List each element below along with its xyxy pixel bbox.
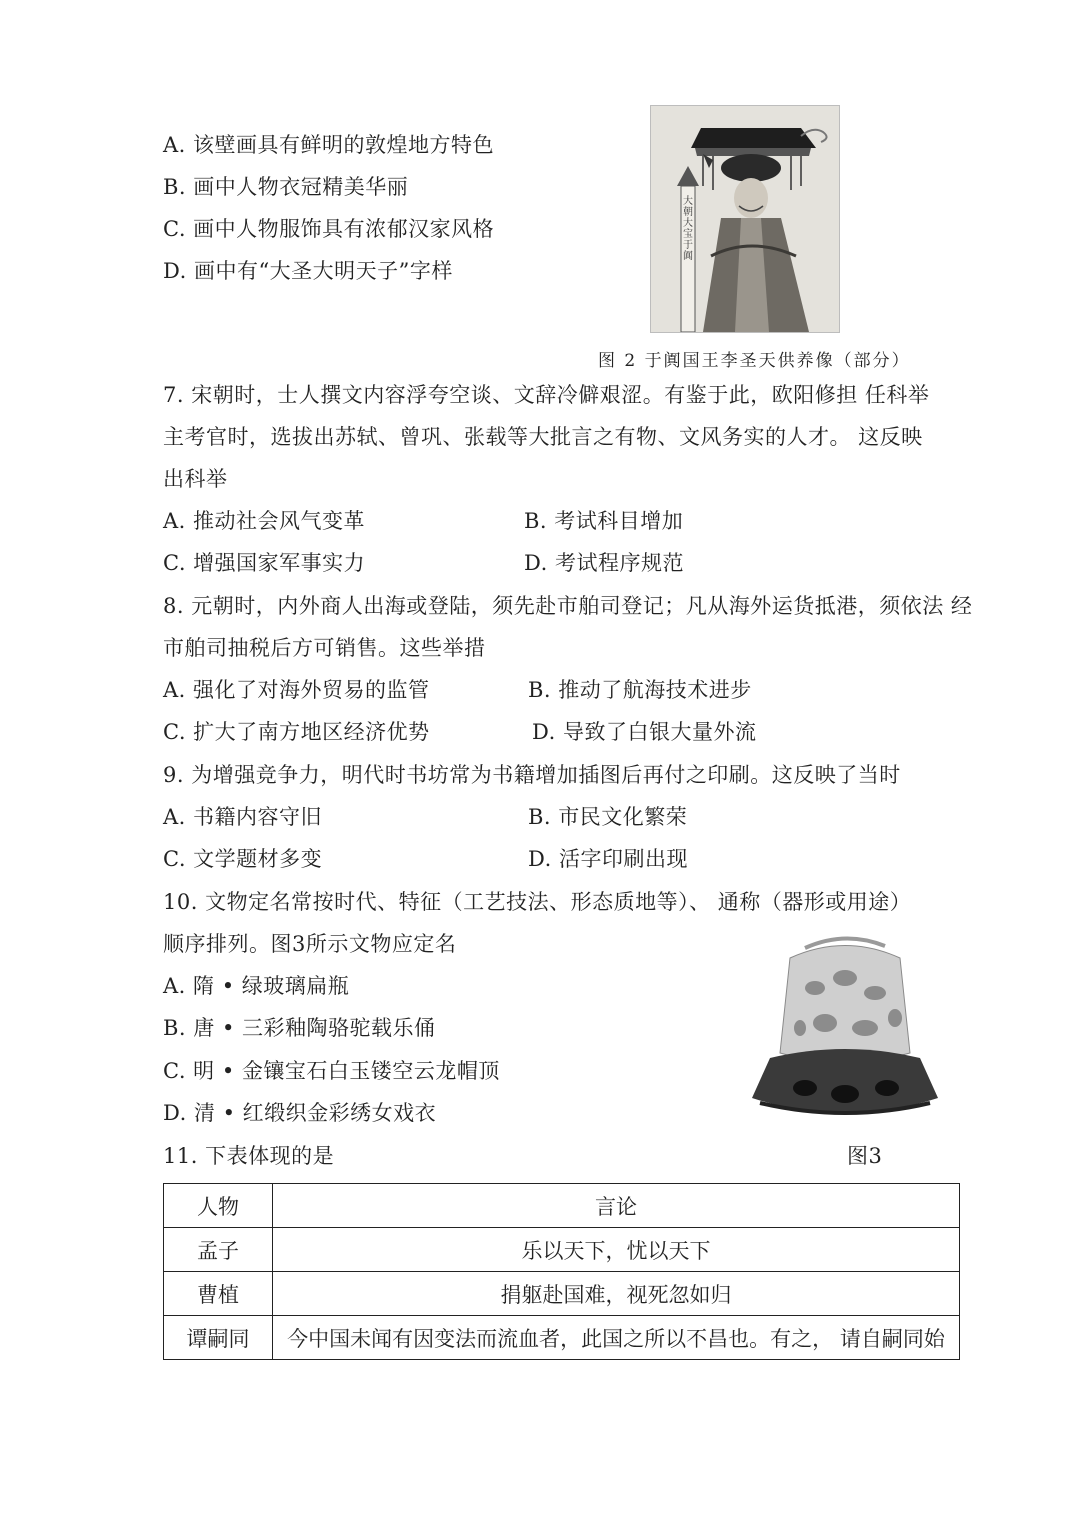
q10-option-b: B. 唐 • 三彩釉陶骆驼载乐俑 (163, 1016, 436, 1040)
q9-option-c: C. 文学题材多变 (163, 847, 323, 871)
figure-2-caption: 图 2 于阗国王李圣天供养像（部分） (598, 351, 911, 371)
quotes-table (163, 1183, 960, 1360)
q8-stem-line-2: 市舶司抽税后方可销售。这些举措 (163, 636, 486, 660)
q7-option-b: B. 考试科目增加 (524, 509, 684, 533)
figure-3-caption: 图3 (847, 1144, 883, 1168)
q10-option-a: A. 隋 • 绿玻璃扁瓶 (163, 974, 350, 998)
q8-option-b: B. 推动了航海技术进步 (528, 678, 752, 702)
table-cell-quote: 乐以天下，忧以天下 (273, 1228, 960, 1272)
table-header-quote: 言论 (273, 1184, 960, 1228)
king-portrait-image (651, 106, 839, 332)
table-cell-person: 曹植 (164, 1272, 273, 1316)
q10-stem-line-1: 10. 文物定名常按时代、特征（工艺技法、形态质地等）、 通称（器形或用途） (163, 890, 912, 914)
q9-stem-line-1: 9. 为增强竞争力，明代时书坊常为书籍增加插图后再付之印刷。这反映了当时 (163, 763, 901, 787)
q10-stem-line-2: 顺序排列。图3所示文物应定名 (163, 932, 457, 956)
table-cell-quote: 今中国未闻有因变法而流血者，此国之所以不昌也。有之， 请自嗣同始 (273, 1316, 960, 1360)
q7-stem-line-3: 出科举 (163, 467, 228, 491)
q8-option-d: D. 导致了白银大量外流 (532, 720, 757, 744)
table-header-person: 人物 (164, 1184, 273, 1228)
figure-3-jade-artifact (745, 928, 945, 1128)
table-cell-person: 谭嗣同 (164, 1316, 273, 1360)
table-row (164, 1316, 960, 1360)
q7-stem-line-2: 主考官时，选拔出苏轼、曾巩、张载等大批言之有物、文风务实的人才。 这反映 (163, 425, 923, 449)
table-row (164, 1228, 960, 1272)
table-cell-person: 孟子 (164, 1228, 273, 1272)
q9-option-b: B. 市民文化繁荣 (528, 805, 688, 829)
table-cell-quote: 捐躯赴国难，视死忽如归 (273, 1272, 960, 1316)
q6-option-b: B. 画中人物衣冠精美华丽 (163, 175, 409, 199)
q7-option-d: D. 考试程序规范 (524, 551, 684, 575)
q10-option-c: C. 明 • 金镶宝石白玉镂空云龙帽顶 (163, 1059, 500, 1083)
q6-option-d: D. 画中有“大圣大明天子”字样 (163, 259, 453, 283)
banner-inscription: 大朝大宝于阗 (683, 196, 693, 262)
q6-option-c: C. 画中人物服饰具有浓郁汉家风格 (163, 217, 495, 241)
table-row (164, 1272, 960, 1316)
q8-option-a: A. 强化了对海外贸易的监管 (163, 678, 430, 702)
q10-option-d: D. 清 • 红缎织金彩绣女戏衣 (163, 1101, 437, 1125)
q8-stem-line-1: 8. 元朝时，内外商人出海或登陆，须先赴市舶司登记；凡从海外运货抵港，须依法 经 (163, 594, 973, 618)
q7-option-a: A. 推动社会风气变革 (163, 509, 366, 533)
q9-option-d: D. 活字印刷出现 (528, 847, 688, 871)
q9-option-a: A. 书籍内容守旧 (163, 805, 323, 829)
q11-stem: 11. 下表体现的是 (163, 1144, 335, 1168)
table-header-row (164, 1184, 960, 1228)
q6-option-a: A. 该壁画具有鲜明的敦煌地方特色 (163, 133, 495, 157)
q7-option-c: C. 增强国家军事实力 (163, 551, 366, 575)
figure-2-painting (650, 105, 840, 333)
q8-option-c: C. 扩大了南方地区经济优势 (163, 720, 430, 744)
q7-stem-line-1: 7. 宋朝时，士人撰文内容浮夸空谈、文辞冷僻艰涩。有鉴于此，欧阳修担 任科举 (163, 383, 930, 407)
jade-artifact-image (745, 928, 945, 1128)
